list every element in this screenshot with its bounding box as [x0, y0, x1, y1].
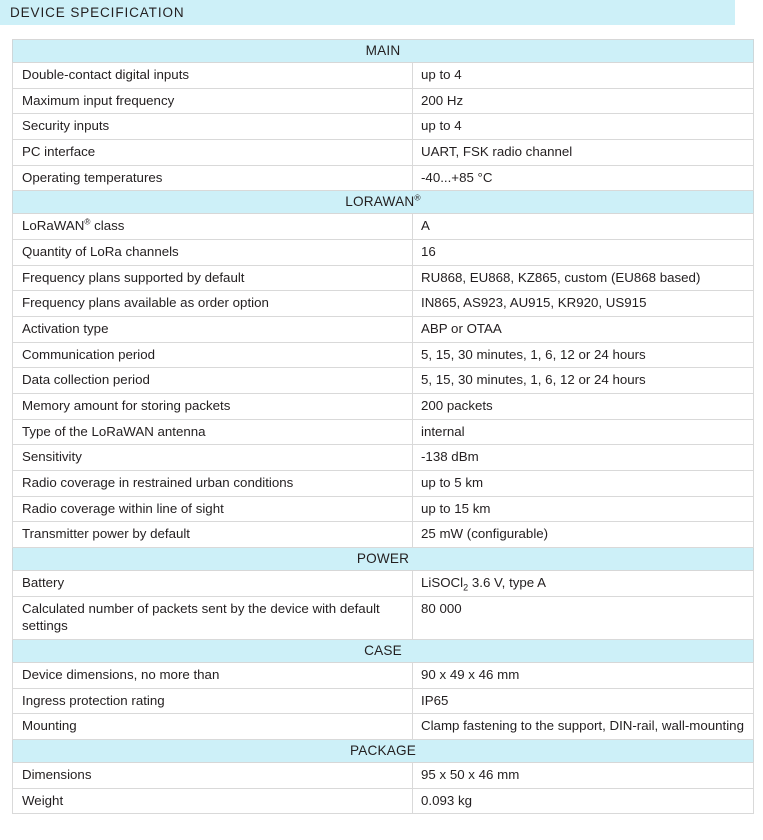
section-header-label: PACKAGE [13, 740, 754, 763]
parameter-cell: Radio coverage within line of sight [13, 496, 413, 522]
parameter-cell: Maximum input frequency [13, 88, 413, 114]
section-header-label: MAIN [13, 40, 754, 63]
value-cell: 200 Hz [413, 88, 754, 114]
parameter-cell: Frequency plans supported by default [13, 265, 413, 291]
table-row [13, 214, 754, 240]
parameter-cell: Mounting [13, 714, 413, 740]
table-row [13, 88, 754, 114]
value-cell: 5, 15, 30 minutes, 1, 6, 12 or 24 hours [413, 342, 754, 368]
value-cell: up to 5 km [413, 471, 754, 497]
table-row [13, 265, 754, 291]
table-row [13, 419, 754, 445]
section-header-row [13, 191, 754, 214]
value-cell: Clamp fastening to the support, DIN-rail, wall-mounting [413, 714, 754, 740]
parameter-cell: Double-contact digital inputs [13, 63, 413, 89]
table-row [13, 445, 754, 471]
parameter-cell: Ingress protection rating [13, 688, 413, 714]
section-header-row [13, 40, 754, 63]
value-cell: RU868, EU868, KZ865, custom (EU868 based) [413, 265, 754, 291]
parameter-cell: Frequency plans available as order option [13, 291, 413, 317]
subscript-mark: 2 [463, 582, 469, 593]
parameter-cell: Data collection period [13, 368, 413, 394]
specification-table-body [13, 40, 754, 814]
document-title-bar [0, 0, 735, 25]
registered-mark: ® [414, 192, 421, 203]
value-cell: UART, FSK radio channel [413, 140, 754, 166]
table-row [13, 763, 754, 789]
device-specification-table [12, 39, 754, 814]
parameter-cell: Type of the LoRaWAN antenna [13, 419, 413, 445]
parameter-cell: Battery [13, 571, 413, 597]
parameter-cell: LoRaWAN® class [13, 214, 413, 240]
table-row [13, 471, 754, 497]
value-cell: IN865, AS923, AU915, KR920, US915 [413, 291, 754, 317]
parameter-cell: Calculated number of packets sent by the device with default settings [13, 596, 413, 639]
table-row [13, 317, 754, 343]
table-row [13, 63, 754, 89]
table-row [13, 522, 754, 548]
value-cell: LiSOCl$_2$ 3.6 V, type A [413, 571, 754, 597]
parameter-cell: Security inputs [13, 114, 413, 140]
parameter-cell: PC interface [13, 140, 413, 166]
table-row [13, 571, 754, 597]
value-cell: 25 mW (configurable) [413, 522, 754, 548]
table-row [13, 140, 754, 166]
table-row [13, 165, 754, 191]
section-header-row [13, 548, 754, 571]
value-cell: ABP or OTAA [413, 317, 754, 343]
parameter-cell: Weight [13, 788, 413, 814]
value-cell: 0.093 kg [413, 788, 754, 814]
table-row [13, 394, 754, 420]
value-cell: IP65 [413, 688, 754, 714]
value-cell: 200 packets [413, 394, 754, 420]
section-header-label: POWER [13, 548, 754, 571]
table-row [13, 596, 754, 639]
parameter-cell: Memory amount for storing packets [13, 394, 413, 420]
section-header-label: CASE [13, 640, 754, 663]
value-cell: A [413, 214, 754, 240]
specification-table-container [12, 39, 753, 814]
parameter-cell: Transmitter power by default [13, 522, 413, 548]
parameter-cell: Operating temperatures [13, 165, 413, 191]
table-row [13, 496, 754, 522]
value-cell: internal [413, 419, 754, 445]
section-header-row [13, 640, 754, 663]
table-row [13, 291, 754, 317]
table-row [13, 663, 754, 689]
value-cell: 95 x 50 x 46 mm [413, 763, 754, 789]
value-cell: -40...+85 °C [413, 165, 754, 191]
parameter-cell: Device dimensions, no more than [13, 663, 413, 689]
parameter-cell: Dimensions [13, 763, 413, 789]
page-title: DEVICE SPECIFICATION [10, 4, 185, 20]
table-row [13, 688, 754, 714]
parameter-cell: Sensitivity [13, 445, 413, 471]
table-row [13, 342, 754, 368]
registered-mark: ® [84, 217, 91, 227]
value-cell: up to 4 [413, 63, 754, 89]
value-cell: 5, 15, 30 minutes, 1, 6, 12 or 24 hours [413, 368, 754, 394]
value-cell: 90 x 49 x 46 mm [413, 663, 754, 689]
section-header-label: LORAWAN® [13, 191, 754, 214]
value-cell: -138 dBm [413, 445, 754, 471]
table-row [13, 240, 754, 266]
value-cell: up to 15 km [413, 496, 754, 522]
parameter-cell: Radio coverage in restrained urban conditions [13, 471, 413, 497]
section-header-row [13, 740, 754, 763]
table-row [13, 714, 754, 740]
parameter-cell: Activation type [13, 317, 413, 343]
value-cell: up to 4 [413, 114, 754, 140]
table-row [13, 788, 754, 814]
table-row [13, 368, 754, 394]
parameter-cell: Communication period [13, 342, 413, 368]
parameter-cell: Quantity of LoRa channels [13, 240, 413, 266]
table-row [13, 114, 754, 140]
value-cell: 80 000 [413, 596, 754, 639]
value-cell: 16 [413, 240, 754, 266]
